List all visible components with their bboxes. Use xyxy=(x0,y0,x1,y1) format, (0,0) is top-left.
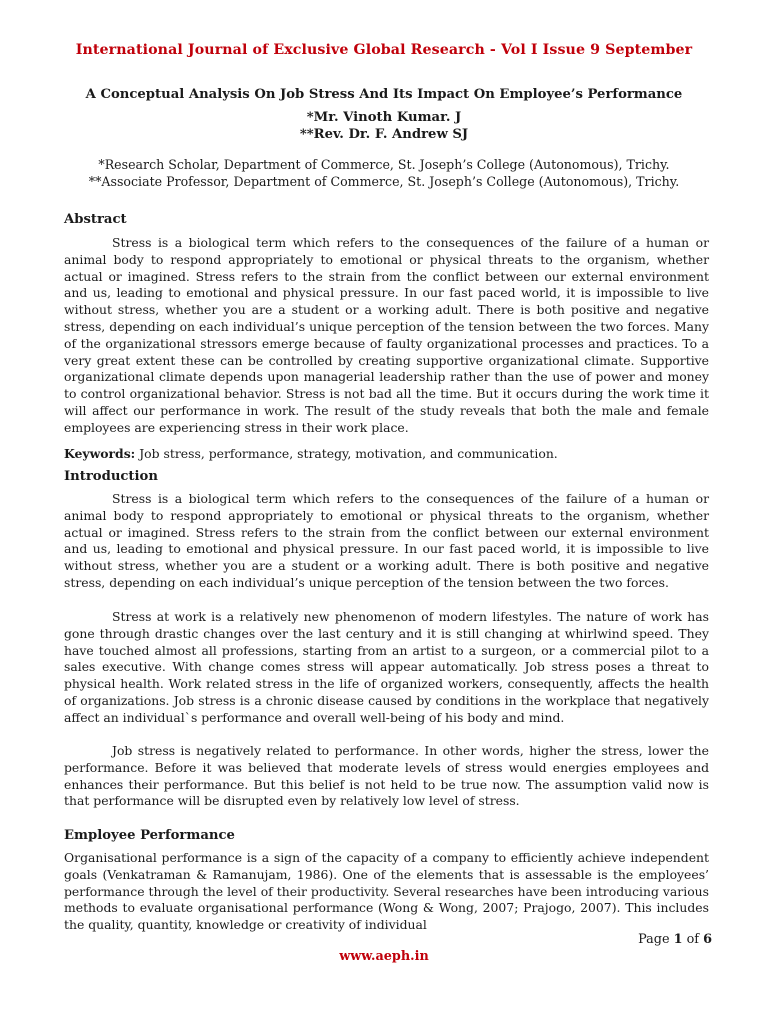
keywords-text: Job stress, performance, strategy, motivation, and communication. xyxy=(135,446,558,461)
employee-performance-heading: Employee Performance xyxy=(64,828,235,843)
employee-performance-text: Organisational performance is a sign of the capacity of a company to efficiently achieve independent goals (Venkatraman & Ramanujam, 1986). One of the elements that is assessable is the employees’ performance through the level of their productivity. Several researches have been introducing various methods to evaluate organisational performance (Wong & Wong, 2007; Prajogo, 2007). This includes the quality, quantity, knowledge or creativity of individual xyxy=(64,850,709,933)
introduction-heading: Introduction xyxy=(64,469,158,484)
introduction-paragraph-2: Stress at work is a relatively new phenomenon of modern lifestyles. The nature of work has gone through drastic changes over the last century and it is still changing at whirlwind speed. They have touched almost all professions, starting from an artist to a surgeon, or a commercial pilot to a sales executive. With change comes stress will appear automatically. Job stress poses a threat to physical health. Work related stress in the life of organized workers, consequently, affects the health of organizations. Job stress is a chronic disease caused by conditions in the workplace that negatively affect an individual`s performance and overall well-being of his body and mind. xyxy=(64,609,709,725)
abstract-heading: Abstract xyxy=(64,212,127,227)
author-2: **Rev. Dr. F. Andrew SJ xyxy=(299,127,469,142)
keywords-line xyxy=(64,446,709,463)
introduction-paragraph-3: Job stress is negatively related to performance. In other words, higher the stress, lower the performance. Before it was believed that moderate levels of stress would energies employees and enhances their performance. But this belief is not held to be true now. The assumption valid now is that performance will be disrupted even by relatively low level of stress. xyxy=(64,743,709,809)
keywords-label: Keywords: xyxy=(64,446,136,461)
page-number: Page 1 of 6 xyxy=(638,932,712,947)
author-1: *Mr. Vinoth Kumar. J xyxy=(306,110,462,125)
affiliation-2: **Associate Professor, Department of Commerce, St. Joseph’s College (Autonomous), Trichy. xyxy=(88,174,680,189)
paper-title: A Conceptual Analysis On Job Stress And Its Impact On Employee’s Performance xyxy=(85,87,683,102)
abstract-text: Stress is a biological term which refers to the consequences of the failure of a human or animal body to respond appropriately to emotional or physical threats to the organism, whether actual or imagined. Stress refers to the strain from the conflict between our external environment and us, leading to emotional and physical pressure. In our fast paced world, it is impossible to live without stress, whether you are a student or a working adult. There is both positive and negative stress, depending on each individual’s unique perception of the tension between the two forces. Many of the organizational stressors emerge because of faulty organizational processes and practices. To a very great extent these can be controlled by creating supportive organizational climate. Supportive organizational climate depends upon managerial leadership rather than the use of power and money to control organizational behavior. Stress is not bad all the time. But it occurs during the work time it will affect our performance in work. The result of the study reveals that both the male and female employees are experiencing stress in their work place. xyxy=(64,235,709,435)
affiliation-1: *Research Scholar, Department of Commerce, St. Joseph’s College (Autonomous), Trichy. xyxy=(98,157,670,172)
introduction-paragraph-1: Stress is a biological term which refers to the consequences of the failure of a human or animal body to respond appropriately to emotional or physical threats to the organism, whether actual or imagined. Stress refers to the strain from the conflict between our external environment and us, leading to emotional and physical pressure. In our fast paced world, it is impossible to live without stress, whether you are a student or a working adult. There is both positive and negative stress, depending on each individual’s unique perception of the tension between the two forces. xyxy=(64,491,709,590)
journal-header: International Journal of Exclusive Global Research - Vol I Issue 9 September xyxy=(75,42,693,58)
website-link[interactable]: www.aeph.in xyxy=(339,949,429,964)
